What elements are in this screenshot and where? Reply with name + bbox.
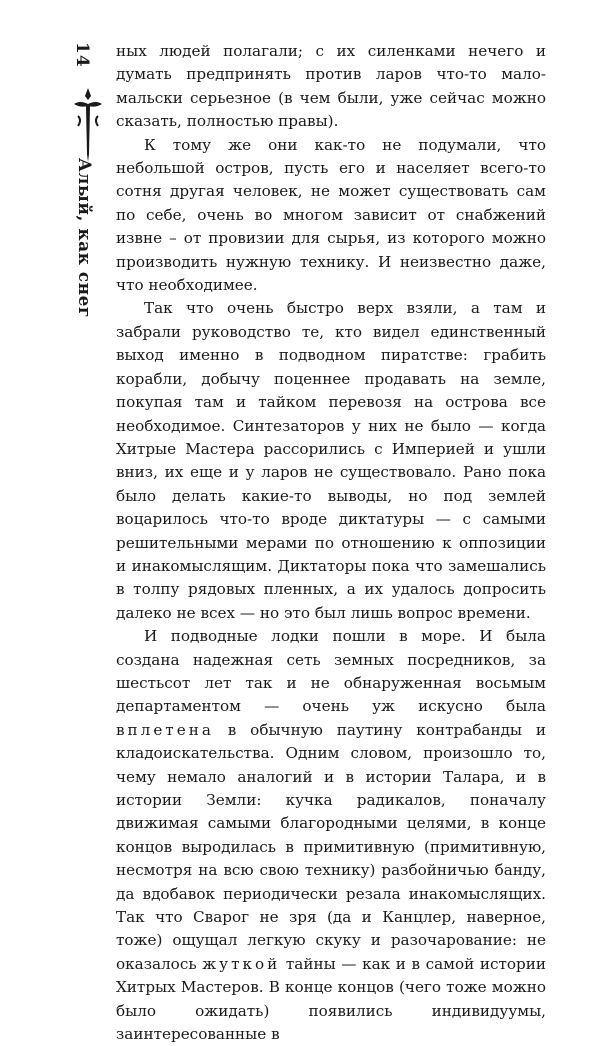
emphasized-text: вплетена bbox=[116, 720, 214, 739]
page-number: 14 bbox=[72, 42, 92, 68]
paragraph bbox=[116, 297, 546, 625]
page-text bbox=[116, 40, 546, 1046]
emphasized-text: жуткой bbox=[202, 954, 281, 973]
paragraph bbox=[116, 625, 546, 1046]
text-segment: Так что очень быстро верх взяли, а там и забрали руководство те, кто видел единственный выход именно в подводном пиратстве: грабить корабли, добычу поценнее продавать на земле, покупая там и тайком перевозя на острова все необходимое. Синтезаторов у них не было — когда Хитрые Мастера рассорились с Империей и ушли вниз, их еще и у ларов не существовало. Рано пока было делать какие-то выводы, но под землей воцарилось что-то вроде диктатуры — с самыми решительными мерами по отношению к оппозиции и инакомыслящим. Диктаторы пока что замешались в толпу рядовых пленных, а их удалось допросить далеко не всех — но это был лишь вопрос времени. bbox=[116, 299, 546, 622]
text-segment: И подводные лодки пошли в море. И была создана надежная сеть земных посредников, за шестьсот лет так и не обнаруженная восьмым департаментом — очень уж искусно была bbox=[116, 627, 546, 716]
sword-ornament-icon bbox=[68, 86, 108, 166]
text-segment: тайны — как и в самой истории Хитрых Мастеров. В конце концов (чего тоже можно было ожидать) появились индивидуумы, заинтересованные в bbox=[116, 954, 546, 1044]
running-title: Алый, как снег bbox=[74, 158, 94, 318]
page-margin bbox=[68, 40, 108, 400]
text-segment: К тому же они как-то не подумали, что небольшой остров, пусть его и населяет всего-то сотня другая человек, не может существовать сам по себе, очень во многом зависит от снабжений извне – от провизии для сырья, из которого можно производить нужную технику. И неизвестно даже, что необходимее. bbox=[116, 135, 546, 295]
text-segment: в обычную паутину контрабанды и кладоискательства. Одним словом, произошло то, чему немало аналогий и в истории Талара, и в истории Земли: кучка радикалов, поначалу движимая самыми благородными целями, в конце концов выродилась в примитивную (примитивную, несмотря на всю свою технику) разбойничью банду, да вдобавок периодически резала инакомыслящих. Так что Сварог не зря (да и Канцлер, наверное, тоже) ощущал легкую скуку и разочарование: не оказалось bbox=[116, 720, 546, 973]
paragraph bbox=[116, 134, 546, 298]
paragraph bbox=[116, 40, 546, 134]
text-segment: ных людей полагали; с их силенками нечего и думать предпринять против ларов что-то мало-мальски серьезное (в чем были, уже сейчас можно сказать, полностью правы). bbox=[116, 42, 546, 131]
